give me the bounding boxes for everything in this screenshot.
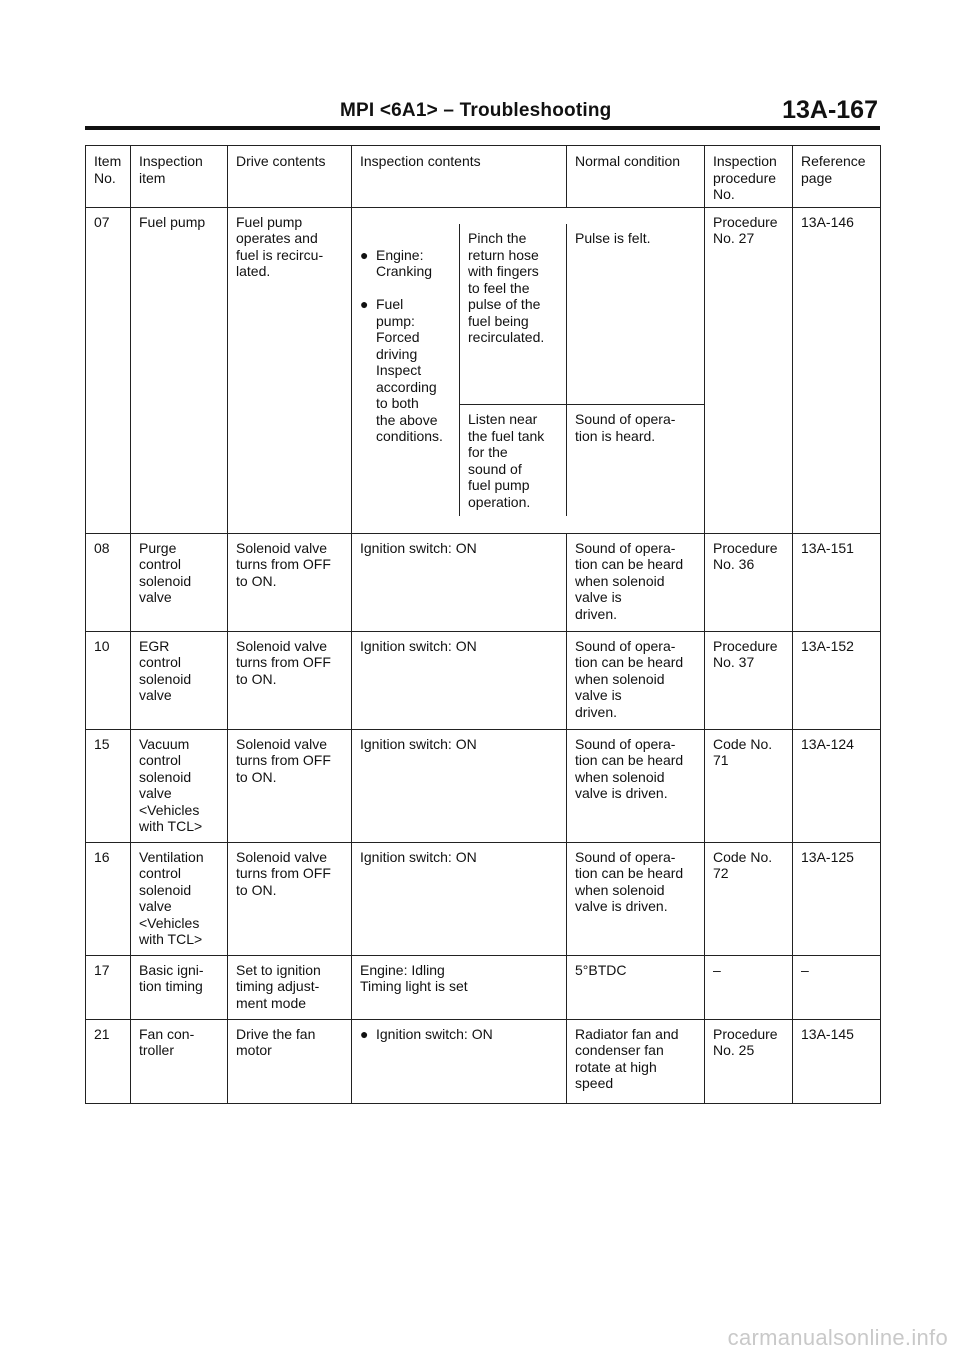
page-title: MPI <6A1> – Troubleshooting bbox=[340, 100, 612, 121]
normal-condition-cell: 5°BTDC bbox=[567, 955, 705, 1019]
page-number: 13A-167 bbox=[782, 96, 878, 124]
procedure-cell: – bbox=[705, 955, 793, 1019]
procedure-cell: Code No. 72 bbox=[705, 842, 793, 955]
normal-condition-cell: Sound of opera- tion can be heard when solenoid valve is driven. bbox=[567, 729, 705, 842]
inspection-item-cell: EGR control solenoid valve bbox=[131, 631, 228, 729]
condition-cranking: Engine: Cranking bbox=[376, 246, 433, 279]
inspection-contents-cell: Ignition switch: ON bbox=[352, 533, 567, 631]
table-row bbox=[86, 1019, 881, 1103]
inspection-checks bbox=[460, 224, 704, 516]
inspection-conditions bbox=[352, 224, 460, 516]
table-row bbox=[86, 533, 881, 631]
inspection-item-cell: Basic igni- tion timing bbox=[131, 955, 228, 1019]
reference-cell: 13A-124 bbox=[793, 729, 881, 842]
drive-contents-cell: Solenoid valve turns from OFF to ON. bbox=[228, 631, 352, 729]
item-no-cell: 16 bbox=[86, 842, 131, 955]
reference-cell: 13A-125 bbox=[793, 842, 881, 955]
condition-forced-driving: Fuel pump: Forced driving Inspect according to both the above conditions. bbox=[376, 296, 443, 444]
normal-condition-cell: Sound of opera- tion can be heard when solenoid valve is driven. bbox=[567, 842, 705, 955]
site-watermark: carmanualsonline.info bbox=[727, 1325, 948, 1350]
drive-contents-cell: Set to ignition timing adjust- ment mode bbox=[228, 955, 352, 1019]
column-header: Normal condition bbox=[567, 146, 705, 208]
column-header: Inspection contents bbox=[352, 146, 567, 208]
reference-cell: – bbox=[793, 955, 881, 1019]
check-pinch-hose: Pinch the return hose with fingers to feel the pulse of the fuel being recirculated. bbox=[460, 224, 567, 404]
normal-condition-cell: Sound of opera- tion can be heard when solenoid valve is driven. bbox=[567, 533, 705, 631]
procedure-cell: Procedure No. 37 bbox=[705, 631, 793, 729]
item-no-cell: 10 bbox=[86, 631, 131, 729]
drive-contents-cell: Fuel pump operates and fuel is recircu- lated. bbox=[228, 207, 352, 533]
reference-cell: 13A-151 bbox=[793, 533, 881, 631]
normal-condition-cell: Sound of opera- tion can be heard when solenoid valve is driven. bbox=[567, 631, 705, 729]
inspection-item-cell: Fuel pump bbox=[131, 207, 228, 533]
table-row bbox=[86, 207, 881, 533]
bullet-icon: ● bbox=[360, 296, 369, 312]
item-no-cell: 08 bbox=[86, 533, 131, 631]
normal-pulse-felt: Pulse is felt. bbox=[575, 230, 651, 246]
column-header: Inspection item bbox=[131, 146, 228, 208]
page-header bbox=[85, 96, 880, 128]
item-no-cell: 07 bbox=[86, 207, 131, 533]
normal-condition-cell: Radiator fan and condenser fan rotate at high speed bbox=[567, 1019, 705, 1103]
item-no-cell: 21 bbox=[86, 1019, 131, 1103]
inspection-contents-split-cell bbox=[352, 207, 705, 533]
check-listen-tank: Listen near the fuel tank for the sound of fuel pump operation. bbox=[460, 405, 567, 516]
drive-contents-cell: Solenoid valve turns from OFF to ON. bbox=[228, 842, 352, 955]
table-row bbox=[86, 729, 881, 842]
normal-sound-heard: Sound of opera- tion is heard. bbox=[575, 411, 676, 444]
procedure-cell: Code No. 71 bbox=[705, 729, 793, 842]
drive-contents-cell: Solenoid valve turns from OFF to ON. bbox=[228, 729, 352, 842]
procedure-cell: Procedure No. 25 bbox=[705, 1019, 793, 1103]
reference-cell: 13A-145 bbox=[793, 1019, 881, 1103]
table-header-row bbox=[86, 146, 881, 208]
table-row bbox=[86, 631, 881, 729]
item-no-cell: 17 bbox=[86, 955, 131, 1019]
inspection-contents-cell: Engine: Idling Timing light is set bbox=[352, 955, 567, 1019]
inspection-contents-cell bbox=[352, 1019, 567, 1103]
reference-cell: 13A-146 bbox=[793, 207, 881, 533]
table-row bbox=[86, 955, 881, 1019]
inspection-item-cell: Fan con- troller bbox=[131, 1019, 228, 1103]
column-header: Inspection procedure No. bbox=[705, 146, 793, 208]
inspection-contents-cell: Ignition switch: ON bbox=[352, 631, 567, 729]
bullet-icon: ● bbox=[360, 246, 369, 263]
column-header: Reference page bbox=[793, 146, 881, 208]
column-header: Item No. bbox=[86, 146, 131, 208]
inspection-contents-text: Ignition switch: ON bbox=[376, 1025, 493, 1042]
column-header: Drive contents bbox=[228, 146, 352, 208]
drive-contents-cell: Solenoid valve turns from OFF to ON. bbox=[228, 533, 352, 631]
bullet-icon: ● bbox=[360, 1025, 369, 1042]
inspection-item-cell: Vacuum control solenoid valve <Vehicles with TCL> bbox=[131, 729, 228, 842]
header-rule bbox=[85, 126, 880, 130]
inspection-contents-cell: Ignition switch: ON bbox=[352, 729, 567, 842]
table-row bbox=[86, 842, 881, 955]
inspection-contents-cell: Ignition switch: ON bbox=[352, 842, 567, 955]
drive-contents-cell: Drive the fan motor bbox=[228, 1019, 352, 1103]
item-no-cell: 15 bbox=[86, 729, 131, 842]
inspection-item-cell: Ventilation control solenoid valve <Vehicles with TCL> bbox=[131, 842, 228, 955]
reference-cell: 13A-152 bbox=[793, 631, 881, 729]
procedure-cell: Procedure No. 27 bbox=[705, 207, 793, 533]
procedure-cell: Procedure No. 36 bbox=[705, 533, 793, 631]
troubleshooting-table bbox=[85, 145, 881, 1104]
inspection-item-cell: Purge control solenoid valve bbox=[131, 533, 228, 631]
